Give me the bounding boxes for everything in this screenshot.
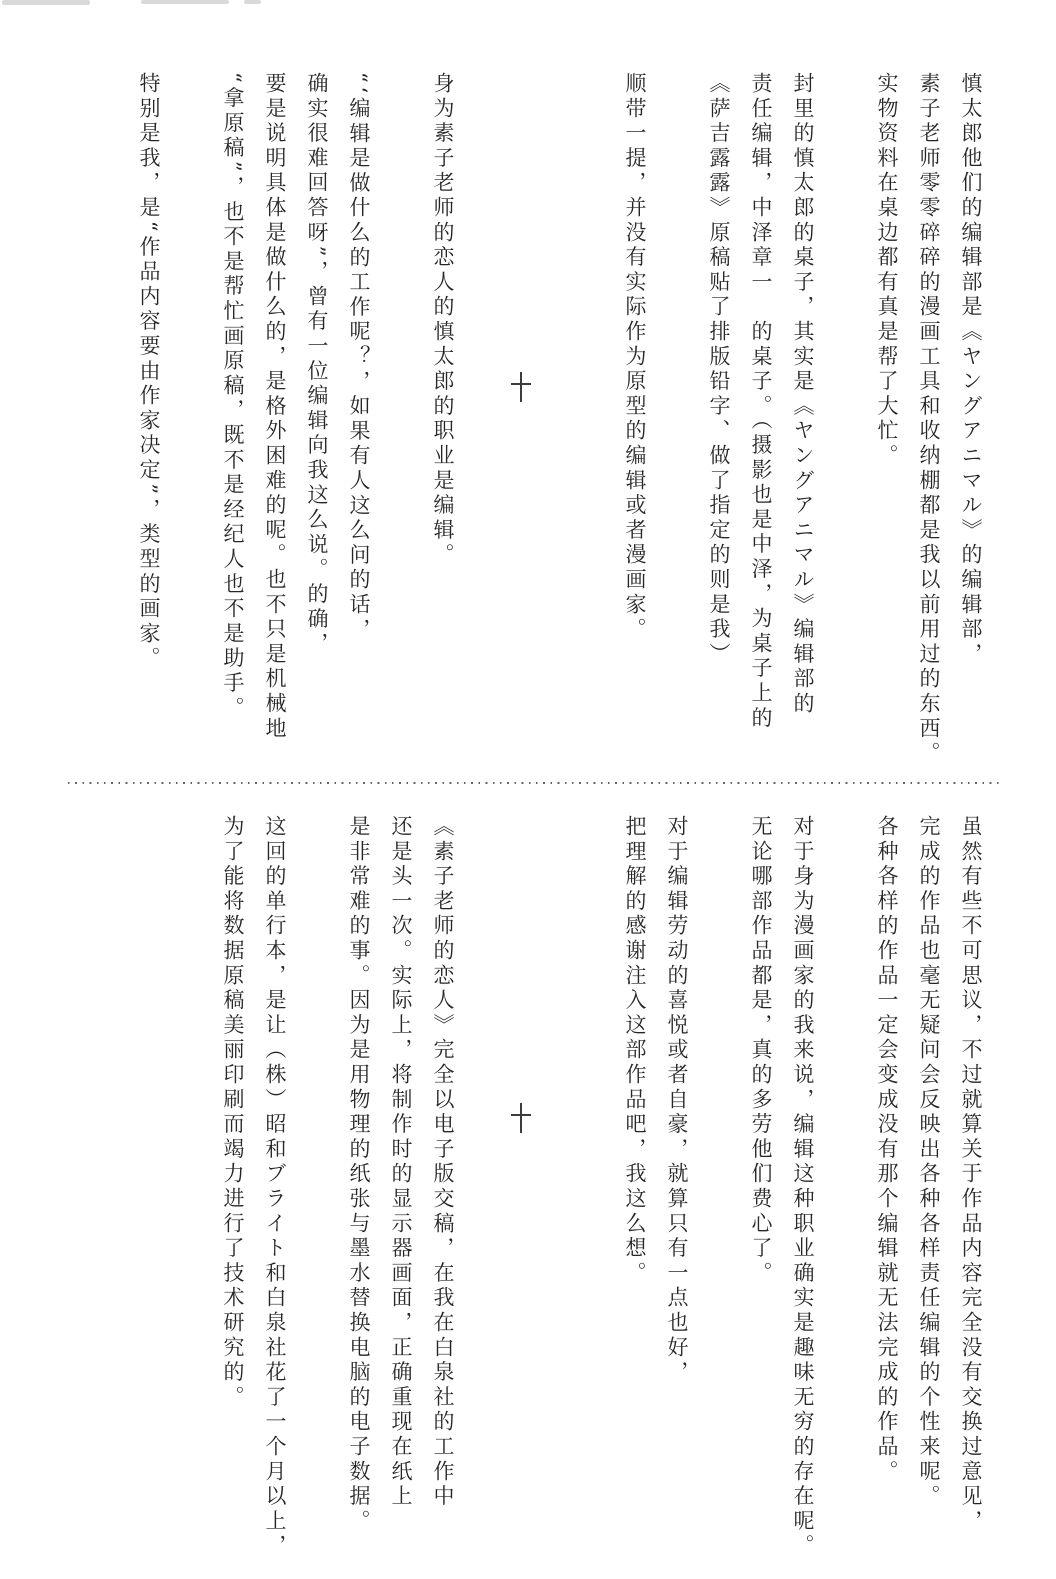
text-line: “拿原稿”，也不是帮忙画原稿，既不是经纪人也不是助手。	[221, 72, 245, 722]
paragraph	[422, 72, 464, 772]
text-line: 封里的慎太郎的桌子，其实是《ヤングアニマル》编辑部的	[791, 72, 815, 717]
text-line: 特别是我，是“作品内容要由作家决定”，类型的画家。	[137, 72, 161, 672]
paragraph	[866, 815, 992, 1565]
afterword-bottom-text-block	[212, 815, 992, 1565]
paragraph	[128, 72, 170, 772]
paragraph	[866, 72, 992, 772]
cross-divider-icon	[511, 1103, 531, 1133]
paragraph	[212, 72, 380, 772]
text-line: 这回的单行本，是让（株）昭和ブライト和白泉社花了一个月以上，	[263, 815, 287, 1559]
text-line: 无论哪部作品都是，真的多劳他们费心了。	[749, 815, 773, 1287]
text-line: 把理解的感谢注入这部作品吧，我这么想。	[623, 815, 647, 1287]
text-line: 身为素子老师的恋人的慎太郎的职业是编辑。	[431, 72, 455, 568]
text-line: 各种各样的作品一定会变成没有那个编辑就无法完成的作品。	[875, 815, 899, 1485]
text-line: 是非常难的事。因为是用物理的纸张与墨水替换电脑的电子数据。	[347, 815, 371, 1535]
text-line: 顺带一提，并没有实际作为原型的编辑或者漫画家。	[623, 72, 647, 643]
paragraph	[740, 815, 824, 1565]
text-line: 《萨吉露露》原稿贴了排版铅字、做了指定的则是我）	[707, 72, 731, 668]
cross-divider-icon	[511, 372, 531, 402]
text-line: 实物资料在桌边都有真是帮了大忙。	[875, 72, 899, 469]
paragraph	[212, 815, 296, 1565]
text-line: 对于编辑劳动的喜悦或者自豪，就算只有一点也好，	[665, 815, 689, 1386]
text-line: 还是头一次。实际上，将制作时的显示器画面，正确重现在纸上	[389, 815, 413, 1510]
afterword-top-text-block	[128, 72, 992, 772]
paragraph	[338, 815, 464, 1565]
scan-artifact	[141, 0, 229, 4]
paragraph	[614, 72, 656, 772]
text-line: 《素子老师的恋人》完全以电子版交稿，在我在白泉社的工作中	[431, 815, 455, 1510]
scan-artifact	[2, 0, 90, 5]
section-break	[464, 815, 614, 1565]
text-line: 素子老师零零碎碎的漫画工具和收纳棚都是我以前用过的东西。	[917, 72, 941, 767]
text-line: 完成的作品也毫无疑问会反映出各种各样责任编辑的个性来呢。	[917, 815, 941, 1510]
text-line: 为了能将数据原稿美丽印刷而竭力进行了技术研究的。	[221, 815, 245, 1411]
text-line: 虽然有些不可思议，不过就算关于作品内容完全没有交换过意见，	[959, 815, 983, 1535]
text-line: 慎太郎他们的编辑部是《ヤングアニマル》的编辑部，	[959, 72, 983, 668]
paragraph	[614, 815, 698, 1565]
scan-artifact	[244, 0, 261, 4]
dotted-divider	[68, 782, 1000, 784]
text-line: “‘编辑是做什么的工作呢？，如果有人这么问的话，	[347, 72, 371, 643]
text-line: 确实很难回答呀”，曾有一位编辑向我这么说。的确，	[305, 72, 329, 657]
text-line: 对于身为漫画家的我来说，编辑这种职业确实是趣味无穷的存在呢。	[791, 815, 815, 1559]
text-line: 责任编辑，中泽章一 的桌子。（摄影也是中泽，为桌子上的	[749, 72, 773, 732]
text-line: 要是说明具体是做什么的，是格外困难的呢。也不只是机械地	[263, 72, 287, 742]
paragraph	[698, 72, 824, 772]
section-break	[464, 72, 614, 772]
